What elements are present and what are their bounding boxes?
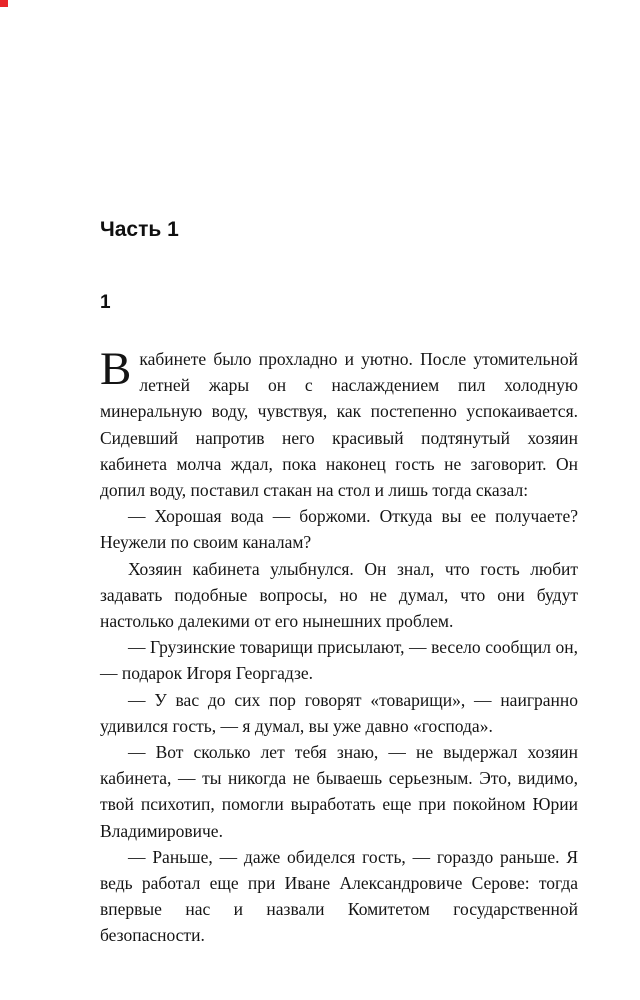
part-title: Часть 1: [100, 218, 179, 241]
opening-paragraph-text: кабинете было прохладно и уютно. После утомительной летней жары он с наслаждением пил холодную минеральную воду, чувствуя, как постепенно успокаивается. Сидевший напротив него красивый подтянутый хозяин кабинета молча ждал, пока наконец гость не заговорит. Он допил воду, поставил стакан на стол и лишь тогда сказал:: [100, 349, 578, 501]
paragraph: Хозяин кабинета улыбнулся. Он знал, что гость любит задавать подобные вопросы, но не думал, что они будут настолько далекими от его нынешних проблем.: [100, 558, 578, 632]
paragraph: — Раньше, — даже обиделся гость, — гораздо раньше. Я ведь работал еще при Иване Александровиче Серове: тогда впервые нас и назвали Комитетом государственной безопасности.: [100, 846, 578, 946]
corner-marker: [0, 0, 8, 7]
paragraph: — Вот сколько лет тебя знаю, — не выдержал хозяин кабинета, — ты никогда не бываешь серьезным. Это, видимо, твой психотип, помогли выработать еще при покойном Юрии Владимировиче.: [100, 742, 578, 841]
paragraph: — У вас до сих пор говорят «товарищи», — наигранно удивился гость, — я думал, вы уже давно «господа».: [100, 689, 578, 736]
dropcap-letter: В: [100, 343, 132, 395]
paragraph: — Грузинские товарищи присылают, — весело сообщил он, — подарок Игоря Георгадзе.: [100, 637, 578, 684]
opening-paragraph: [100, 343, 578, 503]
chapter-number: 1: [100, 292, 111, 313]
body-text: [100, 343, 578, 949]
paragraph: — Хорошая вода — боржоми. Откуда вы ее получаете? Неужели по своим каналам?: [100, 506, 578, 553]
